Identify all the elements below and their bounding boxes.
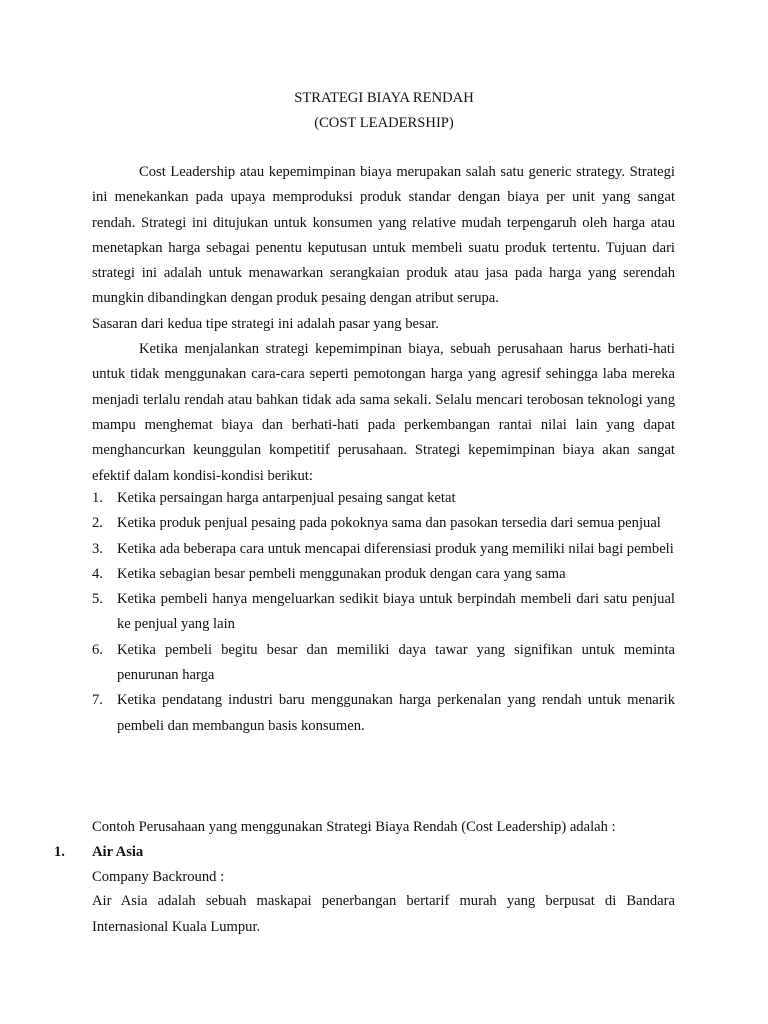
company-background-label: Company Backround : [92, 869, 225, 885]
list-item-text: Ketika persaingan harga antarpenjual pesaing sangat ketat [117, 490, 456, 506]
list-item-number: 6. [92, 641, 103, 658]
paragraph-intro [92, 160, 675, 489]
list-item-number: 2. [92, 515, 103, 532]
list-item-text: Ketika produk penjual pesaing pada pokoknya sama dan pasokan tersedia dari semua penjual [117, 515, 661, 532]
list-item-text: Ketika ada beberapa cara untuk mencapai diferensiasi produk yang memiliki nilai bagi pembeli [117, 540, 674, 557]
company-name: Air Asia [92, 844, 144, 860]
list-item [92, 688, 675, 739]
list-item-text: Ketika sebagian besar pembeli menggunakan produk dengan cara yang sama [117, 565, 566, 582]
paragraph-1-tail: Sasaran dari kedua tipe strategi ini adalah pasar yang besar. [92, 315, 439, 332]
list-item-text: Ketika pembeli begitu besar dan memiliki daya tawar yang signifikan untuk meminta penurunan harga [117, 641, 675, 684]
list-item [92, 587, 675, 638]
document-subtitle: (COST LEADERSHIP) [314, 115, 454, 131]
company-description: Air Asia adalah sebuah maskapai penerbangan bertarif murah yang berpusat di Bandara Internasional Kuala Lumpur. [92, 893, 675, 935]
list-item [92, 511, 675, 536]
list-item [92, 537, 675, 562]
list-item-number: 5. [92, 591, 103, 608]
list-item-number: 3. [92, 540, 103, 557]
list-item [92, 562, 675, 587]
list-item [92, 638, 675, 689]
list-item-text: Ketika pembeli hanya mengeluarkan sedikit biaya untuk berpindah membeli dari satu penjual ke penjual yang lain [117, 591, 675, 633]
company-number: 1. [54, 844, 65, 860]
conditions-list [92, 486, 675, 739]
list-item-number: 7. [92, 692, 103, 709]
company-heading [54, 840, 143, 865]
list-item-number: 1. [92, 490, 103, 506]
examples-intro: Contoh Perusahaan yang menggunakan Strategi Biaya Rendah (Cost Leadership) adalah : [92, 819, 616, 835]
list-item [92, 486, 675, 511]
paragraph-1: Cost Leadership atau kepemimpinan biaya merupakan salah satu generic strategy. Strategi ini menekankan pada upaya memproduksi produk standar dengan biaya per unit yang sangat rendah. Strategi ini ditujukan untuk konsumen yang relative mudah terpengaruh oleh harga atau menetapkan harga sebagai penentu keputusan untuk membeli suatu produk tertentu. Tujuan dari strategi ini adalah untuk menawarkan serangkaian produk atau jasa pada harga yang serendah mungkin dibandingkan dengan produk pesaing dengan atribut serupa. [92, 164, 675, 307]
document-title: STRATEGI BIAYA RENDAH [294, 90, 474, 106]
list-item-number: 4. [92, 565, 103, 582]
paragraph-2: Ketika menjalankan strategi kepemimpinan biaya, sebuah perusahaan harus berhati-hati untuk tidak menggunakan cara-cara seperti pemotongan harga yang agresif sehingga laba mereka menjadi terlalu rendah atau bahkan tidak ada sama sekali. Selalu mencari terobosan teknologi yang mampu menghemat biaya dan berhati-hati pada perkembangan rantai nilai lain yang dapat menghancurkan keunggulan kompetitif perusahaan. Strategi kepemimpinan biaya akan sangat efektif dalam kondisi-kondisi berikut: [92, 341, 675, 484]
list-item-text: Ketika pendatang industri baru menggunakan harga perkenalan yang rendah untuk menarik pembeli dan membangun basis konsumen. [117, 692, 675, 734]
